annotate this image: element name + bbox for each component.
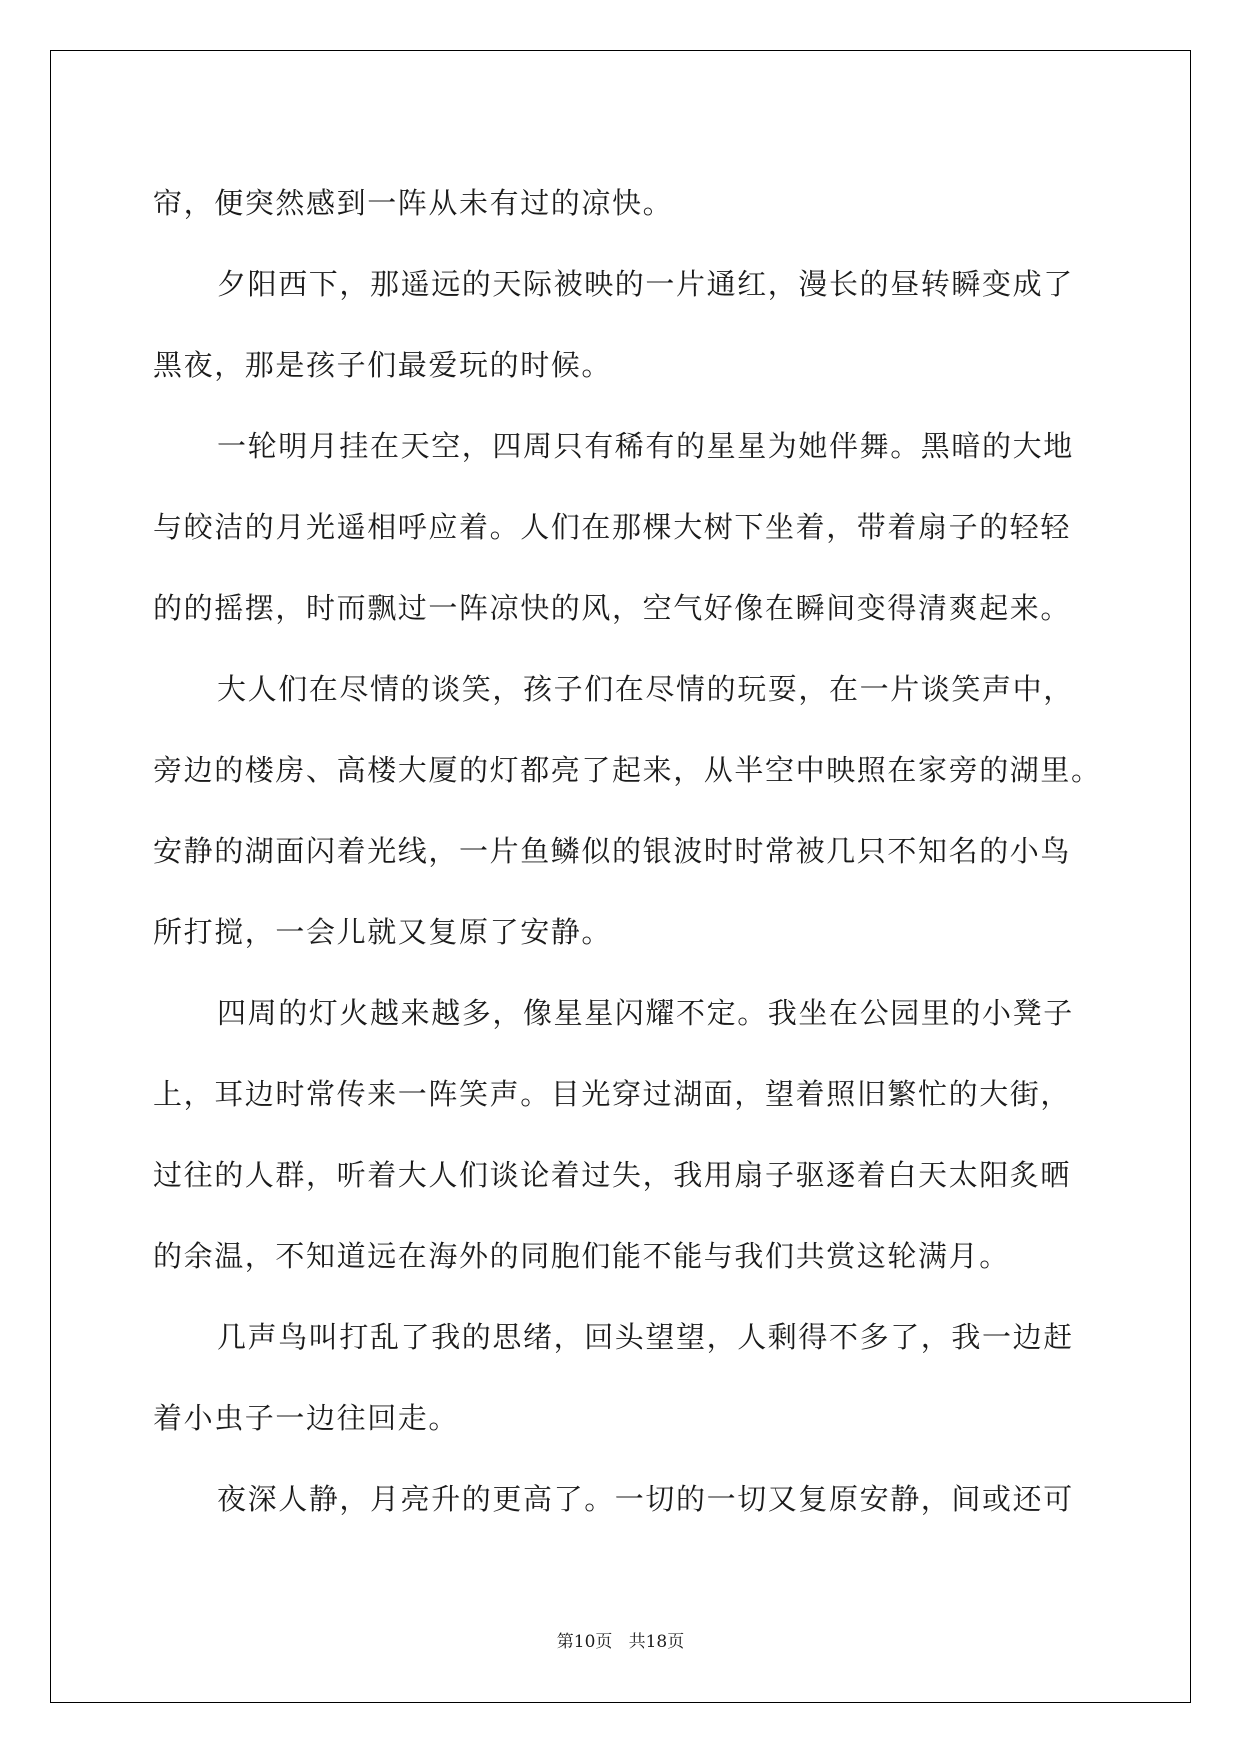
text-line: 过往的人群，听着大人们谈论着过失，我用扇子驱逐着白天太阳炙晒 (153, 1158, 1072, 1192)
document-body (153, 163, 1102, 1540)
text-line: 帘，便突然感到一阵从未有过的凉快。 (153, 186, 674, 220)
text-line: 几声鸟叫打乱了我的思绪，回头望望，人剩得不多了，我一边赶 (217, 1320, 1074, 1354)
page-number-footer: 第10页 共18页 (556, 1632, 685, 1652)
text-line: 大人们在尽情的谈笑，孩子们在尽情的玩耍，在一片谈笑声中， (217, 672, 1074, 706)
text-line: 的的摇摆，时而飘过一阵凉快的风，空气好像在瞬间变得清爽起来。 (153, 591, 1072, 625)
text-line: 着小虫子一边往回走。 (153, 1401, 460, 1435)
text-line: 四周的灯火越来越多，像星星闪耀不定。我坐在公园里的小凳子 (217, 996, 1074, 1030)
text-line: 安静的湖面闪着光线，一片鱼鳞似的银波时时常被几只不知名的小鸟 (153, 834, 1072, 868)
text-line: 的余温，不知道远在海外的同胞们能不能与我们共赏这轮满月。 (153, 1239, 1010, 1273)
text-line: 所打搅，一会儿就又复原了安静。 (153, 915, 613, 949)
text-line: 旁边的楼房、高楼大厦的灯都亮了起来，从半空中映照在家旁的湖里。 (153, 753, 1102, 787)
text-line: 一轮明月挂在天空，四周只有稀有的星星为她伴舞。黑暗的大地 (217, 429, 1074, 463)
text-line: 上，耳边时常传来一阵笑声。目光穿过湖面，望着照旧繁忙的大街， (153, 1077, 1072, 1111)
text-line: 夜深人静，月亮升的更高了。一切的一切又复原安静，间或还可 (217, 1482, 1074, 1516)
text-line: 与皎洁的月光遥相呼应着。人们在那棵大树下坐着，带着扇子的轻轻 (153, 510, 1072, 544)
text-line: 黑夜，那是孩子们最爱玩的时候。 (153, 348, 613, 382)
text-line: 夕阳西下，那遥远的天际被映的一片通红，漫长的昼转瞬变成了 (217, 267, 1074, 301)
